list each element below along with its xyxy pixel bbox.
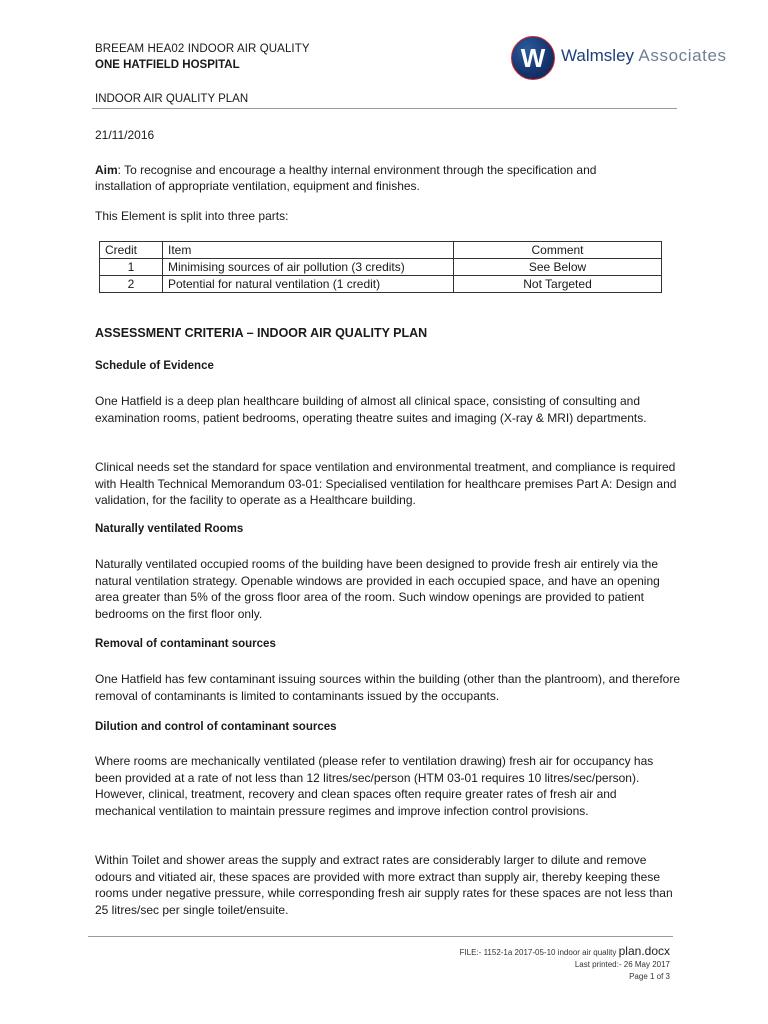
paragraph-schedule-2: Clinical needs set the standard for space ventilation and environmental treatment, and compliance is required with Health Technical Memorandum 03-01: Specialised ventilation for healthcare premises Part A: Design and validation, for the facility to operate as a Healthcare building. bbox=[95, 460, 677, 507]
document-date: 21/11/2016 bbox=[95, 128, 155, 142]
section-title-schedule: Schedule of Evidence bbox=[95, 360, 214, 372]
table-row bbox=[100, 259, 662, 276]
table-header-cell: Comment bbox=[454, 242, 662, 259]
section-title-natural: Naturally ventilated Rooms bbox=[95, 523, 244, 535]
footer-printed-date: Last printed:- 26 May 2017 bbox=[574, 960, 670, 969]
footer-divider bbox=[88, 936, 673, 937]
table-cell-comment: See Below bbox=[454, 259, 662, 276]
header-title: BREEAM HEA02 INDOOR AIR QUALITY bbox=[95, 43, 310, 55]
table-header-cell: Credit bbox=[100, 242, 163, 259]
aim-text: : To recognise and encourage a healthy internal environment through the specification and installation of appropriate ventilation, equipment and finishes. bbox=[95, 163, 597, 193]
logo-emblem: W bbox=[511, 36, 555, 80]
footer-file-prefix: FILE:- 1152-1a 2017-05-10 indoor air quality bbox=[459, 948, 619, 957]
document-subtitle: INDOOR AIR QUALITY PLAN bbox=[95, 93, 249, 105]
table-header-cell: Item bbox=[163, 242, 454, 259]
paragraph-dilution-1: Where rooms are mechanically ventilated (please refer to ventilation drawing) fresh air for occupancy has been provided at a rate of not less than 12 litres/sec/person (HTM 03-01 requires 10 litres/sec/person). However, clinical, treatment, recovery and clean spaces often require greater rates of fresh air and mechanical ventilation to maintain pressure regimes and improve infection control provisions. bbox=[95, 754, 654, 818]
header-divider bbox=[92, 108, 677, 109]
paragraph-dilution-2: Within Toilet and shower areas the supply and extract rates are considerably larger to dilute and remove odours and vitiated air, these spaces are provided with more extract than supply air, thereby keeping these rooms under negative pressure, while corresponding fresh air supply rates for these spaces are not less than 25 litres/sec per single toilet/ensuite. bbox=[95, 853, 673, 917]
company-logo bbox=[511, 36, 761, 80]
logo-text bbox=[561, 46, 727, 66]
footer-page-number: Page 1 of 3 bbox=[629, 972, 670, 981]
footer-file bbox=[460, 944, 670, 958]
table-cell-comment: Not Targeted bbox=[454, 276, 662, 293]
table-row bbox=[100, 276, 662, 293]
table-cell-credit: 2 bbox=[100, 276, 163, 293]
footer-file-suffix: plan.docx bbox=[618, 944, 670, 958]
table-cell-item: Potential for natural ventilation (1 credit) bbox=[163, 276, 454, 293]
section-title-dilution: Dilution and control of contaminant sources bbox=[95, 721, 337, 733]
assessment-heading: ASSESSMENT CRITERIA – INDOOR AIR QUALITY PLAN bbox=[95, 326, 428, 340]
split-intro: This Element is split into three parts: bbox=[95, 209, 289, 223]
table-cell-credit: 1 bbox=[100, 259, 163, 276]
section-title-removal: Removal of contaminant sources bbox=[95, 638, 276, 650]
credits-table bbox=[99, 241, 662, 293]
header-project: ONE HATFIELD HOSPITAL bbox=[95, 59, 240, 71]
logo-name-part2: Associates bbox=[634, 46, 727, 65]
paragraph-removal-1: One Hatfield has few contaminant issuing sources within the building (other than the plantroom), and therefore removal of contaminants is limited to contaminants issued by the occupants. bbox=[95, 672, 680, 703]
table-header-row bbox=[100, 242, 662, 259]
table-cell-item: Minimising sources of air pollution (3 credits) bbox=[163, 259, 454, 276]
paragraph-schedule-1: One Hatfield is a deep plan healthcare building of almost all clinical space, consisting of consulting and examination rooms, patient bedrooms, operating theatre suites and imaging (X-ray & MRI) departments. bbox=[95, 394, 647, 425]
logo-name-part1: Walmsley bbox=[561, 46, 635, 65]
paragraph-natural-1: Naturally ventilated occupied rooms of the building have been designed to provide fresh air entirely via the natural ventilation strategy. Openable windows are provided in each occupied space, and have an opening area greater than 5% of the gross floor area of the room. Such window openings are provided to patient bedrooms on the first floor only. bbox=[95, 557, 660, 621]
aim-label: Aim bbox=[95, 163, 118, 177]
aim-paragraph bbox=[95, 162, 655, 194]
